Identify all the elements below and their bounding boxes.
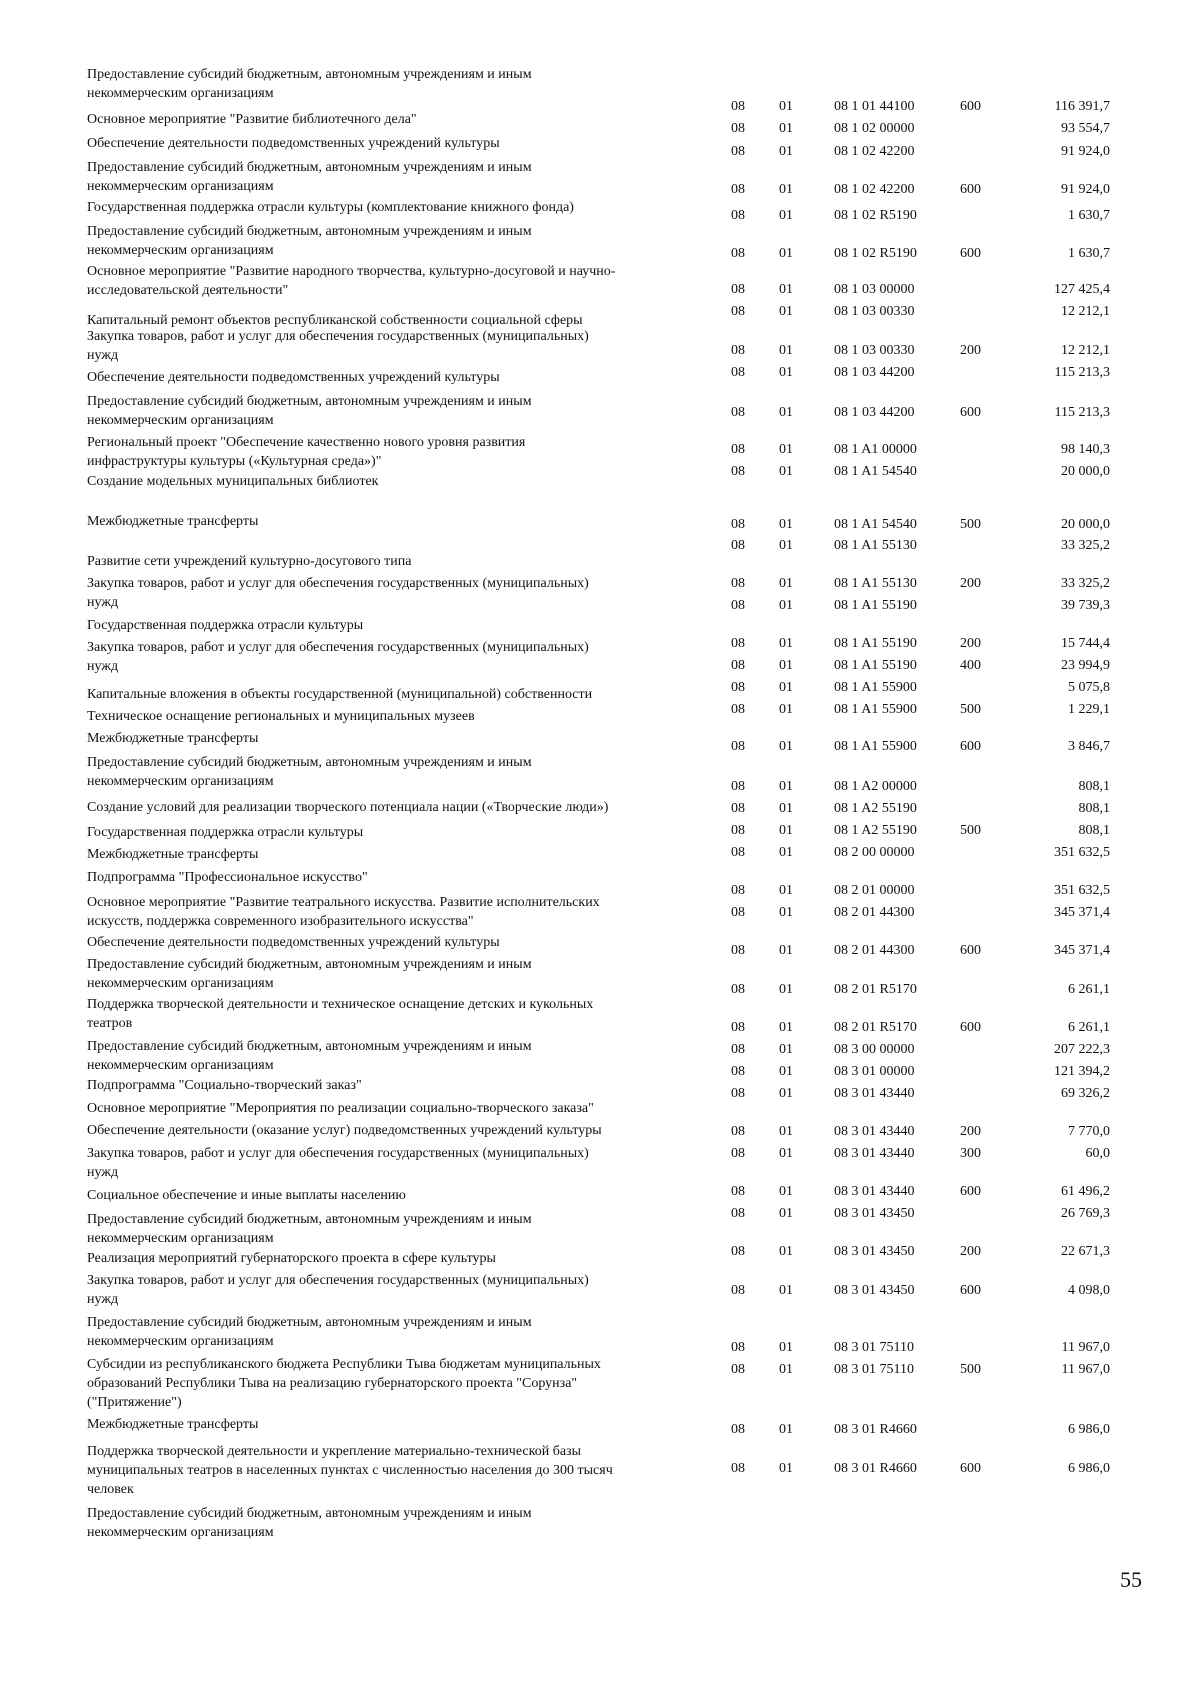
subsection-code: 01: [779, 1064, 793, 1079]
subsection-code: 01: [779, 538, 793, 553]
target-article-code: 08 3 01 75110: [834, 1362, 914, 1377]
section-code: 08: [731, 1086, 745, 1101]
subsection-code: 01: [779, 982, 793, 997]
amount: 61 496,2: [1061, 1184, 1110, 1199]
target-article-code: 08 1 A1 00000: [834, 442, 917, 457]
amount: 20 000,0: [1061, 464, 1110, 479]
target-article-code: 08 2 01 00000: [834, 883, 915, 898]
section-code: 08: [731, 1020, 745, 1035]
target-article-code: 08 1 03 00000: [834, 282, 915, 297]
row-name: Государственная поддержка отрасли культуры: [87, 825, 364, 840]
section-code: 08: [731, 883, 745, 898]
section-code: 08: [731, 282, 745, 297]
section-code: 08: [731, 144, 745, 159]
expense-type-code: 600: [960, 739, 981, 754]
amount: 115 213,3: [1054, 365, 1110, 380]
amount: 1 630,7: [1068, 208, 1110, 223]
target-article-code: 08 2 00 00000: [834, 845, 915, 860]
section-code: 08: [731, 517, 745, 532]
section-code: 08: [731, 1340, 745, 1355]
section-code: 08: [731, 246, 745, 261]
target-article-code: 08 1 A2 55190: [834, 801, 917, 816]
subsection-code: 01: [779, 1020, 793, 1035]
target-article-code: 08 3 01 00000: [834, 1064, 915, 1079]
subsection-code: 01: [779, 1146, 793, 1161]
target-article-code: 08 3 01 43440: [834, 1146, 915, 1161]
row-name: Основное мероприятие "Развитие народного творчества, культурно-досуговой и научно- исследовательской деятельности": [87, 264, 616, 298]
amount: 115 213,3: [1054, 405, 1110, 420]
subsection-code: 01: [779, 598, 793, 613]
target-article-code: 08 3 01 43450: [834, 1206, 915, 1221]
amount: 351 632,5: [1054, 883, 1110, 898]
row-name: Подпрограмма "Социально-творческий заказ": [87, 1078, 362, 1093]
target-article-code: 08 1 02 42200: [834, 144, 915, 159]
section-code: 08: [731, 1283, 745, 1298]
amount: 6 986,0: [1068, 1461, 1110, 1476]
row-name: Капитальный ремонт объектов республиканской собственности социальной сферы: [87, 313, 583, 328]
row-name: Межбюджетные трансферты: [87, 847, 259, 862]
row-name: Предоставление субсидий бюджетным, автономным учреждениям и иным некоммерческим организациям: [87, 1212, 532, 1246]
subsection-code: 01: [779, 658, 793, 673]
row-name: Закупка товаров, работ и услуг для обеспечения государственных (муниципальных) нужд: [87, 329, 589, 363]
row-name: Предоставление субсидий бюджетным, автономным учреждениям и иным некоммерческим организациям: [87, 1039, 532, 1073]
expense-type-code: 600: [960, 99, 981, 114]
target-article-code: 08 1 A1 55900: [834, 702, 917, 717]
section-code: 08: [731, 1064, 745, 1079]
subsection-code: 01: [779, 121, 793, 136]
section-code: 08: [731, 464, 745, 479]
section-code: 08: [731, 1146, 745, 1161]
row-name: Капитальные вложения в объекты государственной (муниципальной) собственности: [87, 687, 593, 702]
amount: 6 261,1: [1068, 982, 1110, 997]
row-name: Создание модельных муниципальных библиотек: [87, 474, 379, 489]
amount: 20 000,0: [1061, 517, 1110, 532]
amount: 351 632,5: [1054, 845, 1110, 860]
expense-type-code: 400: [960, 658, 981, 673]
target-article-code: 08 2 01 44300: [834, 943, 915, 958]
target-article-code: 08 1 02 R5190: [834, 208, 917, 223]
target-article-code: 08 3 01 43440: [834, 1124, 915, 1139]
subsection-code: 01: [779, 144, 793, 159]
subsection-code: 01: [779, 680, 793, 695]
amount: 15 744,4: [1061, 636, 1110, 651]
row-name: Реализация мероприятий губернаторского проекта в сфере культуры: [87, 1251, 496, 1266]
section-code: 08: [731, 801, 745, 816]
target-article-code: 08 1 02 00000: [834, 121, 915, 136]
subsection-code: 01: [779, 576, 793, 591]
subsection-code: 01: [779, 517, 793, 532]
subsection-code: 01: [779, 1362, 793, 1377]
amount: 808,1: [1078, 823, 1110, 838]
target-article-code: 08 1 A2 00000: [834, 779, 917, 794]
amount: 69 326,2: [1061, 1086, 1110, 1101]
section-code: 08: [731, 943, 745, 958]
section-code: 08: [731, 442, 745, 457]
section-code: 08: [731, 121, 745, 136]
target-article-code: 08 1 A1 55190: [834, 636, 917, 651]
amount: 1 630,7: [1068, 246, 1110, 261]
row-name: Закупка товаров, работ и услуг для обеспечения государственных (муниципальных) нужд: [87, 1146, 589, 1180]
amount: 121 394,2: [1054, 1064, 1110, 1079]
subsection-code: 01: [779, 1244, 793, 1259]
row-name: Закупка товаров, работ и услуг для обеспечения государственных (муниципальных) нужд: [87, 576, 589, 610]
amount: 22 671,3: [1061, 1244, 1110, 1259]
expense-type-code: 600: [960, 405, 981, 420]
subsection-code: 01: [779, 801, 793, 816]
row-name: Межбюджетные трансферты: [87, 514, 259, 529]
section-code: 08: [731, 739, 745, 754]
section-code: 08: [731, 598, 745, 613]
section-code: 08: [731, 1184, 745, 1199]
section-code: 08: [731, 538, 745, 553]
row-name: Закупка товаров, работ и услуг для обеспечения государственных (муниципальных) нужд: [87, 640, 589, 674]
subsection-code: 01: [779, 304, 793, 319]
amount: 808,1: [1078, 801, 1110, 816]
subsection-code: 01: [779, 1086, 793, 1101]
section-code: 08: [731, 304, 745, 319]
row-name: Предоставление субсидий бюджетным, автономным учреждениям и иным некоммерческим организациям: [87, 394, 532, 428]
row-name: Основное мероприятие "Развитие библиотечного дела": [87, 112, 417, 127]
subsection-code: 01: [779, 464, 793, 479]
subsection-code: 01: [779, 883, 793, 898]
amount: 4 098,0: [1068, 1283, 1110, 1298]
expense-type-code: 200: [960, 576, 981, 591]
target-article-code: 08 1 03 44200: [834, 365, 915, 380]
expense-type-code: 600: [960, 182, 981, 197]
section-code: 08: [731, 1124, 745, 1139]
target-article-code: 08 1 01 44100: [834, 99, 915, 114]
row-name: Государственная поддержка отрасли культуры (комплектование книжного фонда): [87, 200, 574, 215]
row-name: Обеспечение деятельности (оказание услуг) подведомственных учреждений культуры: [87, 1123, 602, 1138]
target-article-code: 08 3 01 43450: [834, 1244, 915, 1259]
row-name: Создание условий для реализации творческого потенциала нации («Творческие люди»): [87, 800, 609, 815]
row-name: Техническое оснащение региональных и муниципальных музеев: [87, 709, 475, 724]
section-code: 08: [731, 1042, 745, 1057]
amount: 60,0: [1085, 1146, 1110, 1161]
amount: 345 371,4: [1054, 943, 1110, 958]
target-article-code: 08 2 01 R5170: [834, 1020, 917, 1035]
row-name: Предоставление субсидий бюджетным, автономным учреждениям и иным некоммерческим организациям: [87, 160, 532, 194]
expense-type-code: 200: [960, 1124, 981, 1139]
row-name: Обеспечение деятельности подведомственных учреждений культуры: [87, 136, 500, 151]
section-code: 08: [731, 1244, 745, 1259]
subsection-code: 01: [779, 845, 793, 860]
section-code: 08: [731, 365, 745, 380]
expense-type-code: 500: [960, 823, 981, 838]
amount: 33 325,2: [1061, 576, 1110, 591]
subsection-code: 01: [779, 1461, 793, 1476]
expense-type-code: 500: [960, 702, 981, 717]
section-code: 08: [731, 658, 745, 673]
amount: 7 770,0: [1068, 1124, 1110, 1139]
section-code: 08: [731, 636, 745, 651]
amount: 39 739,3: [1061, 598, 1110, 613]
subsection-code: 01: [779, 905, 793, 920]
amount: 93 554,7: [1061, 121, 1110, 136]
section-code: 08: [731, 405, 745, 420]
subsection-code: 01: [779, 282, 793, 297]
subsection-code: 01: [779, 1283, 793, 1298]
amount: 91 924,0: [1061, 182, 1110, 197]
amount: 26 769,3: [1061, 1206, 1110, 1221]
subsection-code: 01: [779, 823, 793, 838]
target-article-code: 08 1 A1 55130: [834, 538, 917, 553]
subsection-code: 01: [779, 365, 793, 380]
expense-type-code: 600: [960, 943, 981, 958]
row-name: Предоставление субсидий бюджетным, автономным учреждениям и иным некоммерческим организациям: [87, 1506, 532, 1540]
section-code: 08: [731, 1422, 745, 1437]
section-code: 08: [731, 680, 745, 695]
target-article-code: 08 3 01 R4660: [834, 1422, 917, 1437]
section-code: 08: [731, 845, 745, 860]
expense-type-code: 600: [960, 1020, 981, 1035]
target-article-code: 08 1 A1 55190: [834, 598, 917, 613]
section-code: 08: [731, 823, 745, 838]
amount: 23 994,9: [1061, 658, 1110, 673]
target-article-code: 08 3 01 43440: [834, 1184, 915, 1199]
expense-type-code: 200: [960, 1244, 981, 1259]
amount: 98 140,3: [1061, 442, 1110, 457]
row-name: Основное мероприятие "Развитие театрального искусства. Развитие исполнительских искусств, поддержка современного изобразительного искусства": [87, 895, 600, 929]
section-code: 08: [731, 576, 745, 591]
row-name: Подпрограмма "Профессиональное искусство": [87, 870, 368, 885]
target-article-code: 08 1 03 00330: [834, 343, 915, 358]
subsection-code: 01: [779, 636, 793, 651]
section-code: 08: [731, 182, 745, 197]
subsection-code: 01: [779, 1206, 793, 1221]
row-name: Обеспечение деятельности подведомственных учреждений культуры: [87, 370, 500, 385]
expense-type-code: 600: [960, 1184, 981, 1199]
subsection-code: 01: [779, 1124, 793, 1139]
row-name: Региональный проект "Обеспечение качественно нового уровня развития инфраструктуры культуры («Культурная среда»)": [87, 435, 526, 469]
expense-type-code: 600: [960, 246, 981, 261]
expense-type-code: 200: [960, 636, 981, 651]
subsection-code: 01: [779, 739, 793, 754]
expense-type-code: 500: [960, 517, 981, 532]
row-name: Развитие сети учреждений культурно-досугового типа: [87, 554, 412, 569]
section-code: 08: [731, 1461, 745, 1476]
target-article-code: 08 2 01 44300: [834, 905, 915, 920]
target-article-code: 08 1 A1 55900: [834, 680, 917, 695]
row-name: Предоставление субсидий бюджетным, автономным учреждениям и иным некоммерческим организациям: [87, 755, 532, 789]
row-name: Поддержка творческой деятельности и укрепление материально-технической базы муниципальных театров в населенных пунктах с численностью населения до 300 тысяч человек: [87, 1444, 613, 1497]
subsection-code: 01: [779, 208, 793, 223]
amount: 116 391,7: [1054, 99, 1110, 114]
amount: 6 986,0: [1068, 1422, 1110, 1437]
row-name: Обеспечение деятельности подведомственных учреждений культуры: [87, 935, 500, 950]
amount: 808,1: [1078, 779, 1110, 794]
target-article-code: 08 3 01 R4660: [834, 1461, 917, 1476]
subsection-code: 01: [779, 779, 793, 794]
expense-type-code: 600: [960, 1461, 981, 1476]
row-name: Предоставление субсидий бюджетным, автономным учреждениям и иным некоммерческим организациям: [87, 957, 532, 991]
target-article-code: 08 3 01 75110: [834, 1340, 914, 1355]
amount: 3 846,7: [1068, 739, 1110, 754]
row-name: Межбюджетные трансферты: [87, 1417, 259, 1432]
target-article-code: 08 1 A1 55130: [834, 576, 917, 591]
amount: 6 261,1: [1068, 1020, 1110, 1035]
expense-type-code: 500: [960, 1362, 981, 1377]
section-code: 08: [731, 1362, 745, 1377]
target-article-code: 08 3 00 00000: [834, 1042, 915, 1057]
row-name: Предоставление субсидий бюджетным, автономным учреждениям и иным некоммерческим организациям: [87, 224, 532, 258]
target-article-code: 08 1 A1 54540: [834, 464, 917, 479]
row-name: Межбюджетные трансферты: [87, 731, 259, 746]
amount: 12 212,1: [1061, 343, 1110, 358]
section-code: 08: [731, 982, 745, 997]
row-name: Предоставление субсидий бюджетным, автономным учреждениям и иным некоммерческим организациям: [87, 1315, 532, 1349]
subsection-code: 01: [779, 1184, 793, 1199]
amount: 11 967,0: [1061, 1340, 1110, 1355]
expense-type-code: 600: [960, 1283, 981, 1298]
section-code: 08: [731, 343, 745, 358]
row-name: Социальное обеспечение и иные выплаты населению: [87, 1188, 406, 1203]
section-code: 08: [731, 208, 745, 223]
amount: 91 924,0: [1061, 144, 1110, 159]
subsection-code: 01: [779, 1042, 793, 1057]
section-code: 08: [731, 779, 745, 794]
subsection-code: 01: [779, 99, 793, 114]
section-code: 08: [731, 702, 745, 717]
row-name: Предоставление субсидий бюджетным, автономным учреждениям и иным некоммерческим организациям: [87, 67, 532, 101]
target-article-code: 08 1 02 42200: [834, 182, 915, 197]
row-name: Основное мероприятие "Мероприятия по реализации социально-творческого заказа": [87, 1101, 594, 1116]
target-article-code: 08 1 A2 55190: [834, 823, 917, 838]
target-article-code: 08 3 01 43440: [834, 1086, 915, 1101]
subsection-code: 01: [779, 1340, 793, 1355]
target-article-code: 08 1 A1 55190: [834, 658, 917, 673]
amount: 345 371,4: [1054, 905, 1110, 920]
expense-type-code: 200: [960, 343, 981, 358]
target-article-code: 08 1 03 44200: [834, 405, 915, 420]
page-number: 55: [1120, 1567, 1142, 1592]
amount: 11 967,0: [1061, 1362, 1110, 1377]
subsection-code: 01: [779, 1422, 793, 1437]
section-code: 08: [731, 1206, 745, 1221]
target-article-code: 08 1 A1 54540: [834, 517, 917, 532]
subsection-code: 01: [779, 182, 793, 197]
amount: 12 212,1: [1061, 304, 1110, 319]
subsection-code: 01: [779, 442, 793, 457]
row-name: Государственная поддержка отрасли культуры: [87, 618, 364, 633]
target-article-code: 08 2 01 R5170: [834, 982, 917, 997]
row-name: Субсидии из республиканского бюджета Республики Тыва бюджетам муниципальных образований Республики Тыва на реализацию губернаторского проекта "Сорунза" ("Притяжение"): [87, 1357, 601, 1410]
amount: 5 075,8: [1068, 680, 1110, 695]
section-code: 08: [731, 99, 745, 114]
row-name: Закупка товаров, работ и услуг для обеспечения государственных (муниципальных) нужд: [87, 1273, 589, 1307]
row-name: Поддержка творческой деятельности и техническое оснащение детских и кукольных театров: [87, 997, 594, 1031]
target-article-code: 08 1 02 R5190: [834, 246, 917, 261]
subsection-code: 01: [779, 943, 793, 958]
target-article-code: 08 1 A1 55900: [834, 739, 917, 754]
subsection-code: 01: [779, 702, 793, 717]
amount: 207 222,3: [1054, 1042, 1110, 1057]
expense-type-code: 300: [960, 1146, 981, 1161]
section-code: 08: [731, 905, 745, 920]
amount: 33 325,2: [1061, 538, 1110, 553]
target-article-code: 08 1 03 00330: [834, 304, 915, 319]
amount: 127 425,4: [1054, 282, 1110, 297]
subsection-code: 01: [779, 246, 793, 261]
subsection-code: 01: [779, 405, 793, 420]
target-article-code: 08 3 01 43450: [834, 1283, 915, 1298]
subsection-code: 01: [779, 343, 793, 358]
amount: 1 229,1: [1068, 702, 1110, 717]
